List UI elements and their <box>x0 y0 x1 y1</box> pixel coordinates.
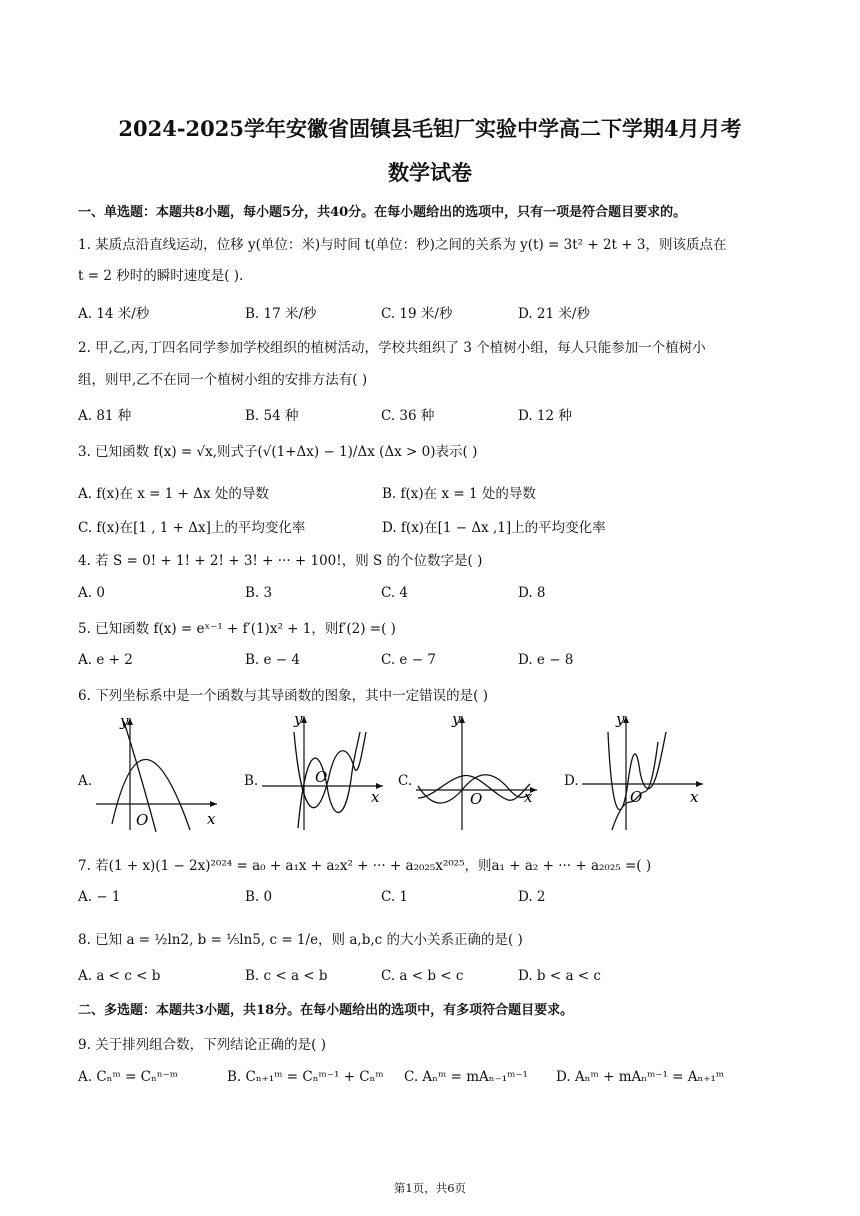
q6-d-y-label: y <box>616 710 625 728</box>
q6-label-b[interactable]: B. <box>244 773 259 789</box>
q6-label-c[interactable]: C. <box>398 773 413 789</box>
q4-option-d[interactable]: D. 8 <box>518 585 546 601</box>
q3-option-c[interactable]: C. f(x)在[1 , 1 + Δx]上的平均变化率 <box>78 520 306 536</box>
q1-option-d[interactable]: D. 21 米/秒 <box>518 306 590 322</box>
q8-option-c[interactable]: C. a < b < c <box>381 968 464 984</box>
q2-option-d[interactable]: D. 12 种 <box>518 408 572 424</box>
q3-option-a[interactable]: A. f(x)在 x = 1 + Δx 处的导数 <box>78 486 269 502</box>
q5-option-a[interactable]: A. e + 2 <box>78 652 133 668</box>
q8-options <box>78 968 790 988</box>
q5-option-c[interactable]: C. e − 7 <box>381 652 436 668</box>
q6-label-a[interactable]: A. <box>78 773 93 789</box>
q1-options <box>78 302 790 322</box>
q1-option-c[interactable]: C. 19 米/秒 <box>381 306 453 322</box>
q7-option-c[interactable]: C. 1 <box>381 889 409 905</box>
q5-option-d[interactable]: D. e − 8 <box>518 652 574 668</box>
q1-stem-line1: 1. 某质点沿直线运动，位移 y(单位：米)与时间 t(单位：秒)之间的关系为 y(t) = 3t² + 2t + 3，则该质点在 <box>78 237 727 253</box>
q4-option-a[interactable]: A. 0 <box>78 585 105 601</box>
q2-option-a[interactable]: A. 81 种 <box>78 408 132 424</box>
q6-d-origin: O <box>630 788 643 806</box>
q7-option-d[interactable]: D. 2 <box>518 889 546 905</box>
q5-options <box>78 652 790 672</box>
q2-stem-line1: 2. 甲,乙,丙,丁四名同学参加学校组织的植树活动，学校共组织了 3 个植树小组，每人只能参加一个植树小 <box>78 340 706 356</box>
q9-stem: 9. 关于排列组合数，下列结论正确的是( ) <box>78 1037 326 1053</box>
q3-stem: 3. 已知函数 f(x) = √x,则式子(√(1+Δx) − 1)/Δx (Δx > 0)表示( ) <box>78 444 478 460</box>
q4-options <box>78 585 790 605</box>
q5-stem: 5. 已知函数 f(x) = eˣ⁻¹ + f′(1)x² + 1，则f′(2) =( ) <box>78 621 396 637</box>
q6-c-y-label: y <box>452 710 461 728</box>
q6-b-y-label: y <box>294 710 303 728</box>
q6-graph-d <box>578 712 708 832</box>
q9-option-c[interactable]: C. Aₙᵐ = mAₙ₋₁ᵐ⁻¹ <box>404 1069 528 1085</box>
q6-a-origin: O <box>136 811 149 829</box>
q4-stem: 4. 若 S = 0! + 1! + 2! + 3! + ··· + 100!，则 S 的个位数字是( ) <box>78 553 483 569</box>
q3-options-row2 <box>78 516 790 536</box>
exam-title: 2024-2025学年安徽省固镇县毛钽厂实验中学高二下学期4月月考 <box>118 116 742 141</box>
q7-option-b[interactable]: B. 0 <box>245 889 273 905</box>
q6-c-x-label: x <box>524 788 533 806</box>
exam-subtitle: 数学试卷 <box>388 160 472 185</box>
q2-option-c[interactable]: C. 36 种 <box>381 408 435 424</box>
section-single-choice: 一、单选题：本题共8小题，每小题5分，共40分。在每小题给出的选项中，只有一项是符合题目要求的。 <box>78 205 687 220</box>
q3-option-b[interactable]: B. f(x)在 x = 1 处的导数 <box>382 486 536 502</box>
q6-a-y-label: y <box>120 712 129 730</box>
q6-a-x-label: x <box>207 810 216 828</box>
q6-graph-b <box>258 712 388 832</box>
q2-stem-line2: 组，则甲,乙不在同一个植树小组的安排方法有( ) <box>78 372 368 388</box>
q2-options <box>78 404 790 424</box>
section-multi-choice: 二、多选题：本题共3小题，共18分。在每小题给出的选项中，有多项符合题目要求。 <box>78 1003 574 1018</box>
q6-d-x-label: x <box>690 788 699 806</box>
q7-stem: 7. 若(1 + x)(1 − 2x)²⁰²⁴ = a₀ + a₁x + a₂x² + ··· + a₂₀₂₅x²⁰²⁵，则a₁ + a₂ + ··· + a₂₀₂₅ =( ) <box>78 858 652 874</box>
q9-options <box>78 1069 790 1089</box>
q8-option-d[interactable]: D. b < a < c <box>518 968 601 984</box>
q6-stem: 6. 下列坐标系中是一个函数与其导函数的图象，其中一定错误的是( ) <box>78 688 488 704</box>
q3-options-row1 <box>78 482 790 502</box>
q8-stem: 8. 已知 a = ½ln2, b = ⅕ln5, c = 1/e，则 a,b,c 的大小关系正确的是( ) <box>78 932 523 948</box>
q6-graph-c <box>412 712 542 832</box>
q6-b-x-label: x <box>371 788 380 806</box>
q1-stem-line2: t = 2 秒时的瞬时速度是( ). <box>78 268 244 284</box>
q5-option-b[interactable]: B. e − 4 <box>245 652 300 668</box>
q6-b-origin: O <box>315 768 328 786</box>
q6-graph-a <box>92 712 222 832</box>
q9-option-b[interactable]: B. Cₙ₊₁ᵐ = Cₙᵐ⁻¹ + Cₙᵐ <box>227 1069 384 1085</box>
q7-options <box>78 889 790 909</box>
q4-option-c[interactable]: C. 4 <box>381 585 409 601</box>
q8-option-a[interactable]: A. a < c < b <box>78 968 161 984</box>
page-footer: 第1页，共6页 <box>393 1181 467 1195</box>
q1-option-a[interactable]: A. 14 米/秒 <box>78 306 150 322</box>
q6-c-origin: O <box>470 790 483 808</box>
q9-option-d[interactable]: D. Aₙᵐ + mAₙᵐ⁻¹ = Aₙ₊₁ᵐ <box>556 1069 725 1085</box>
q4-option-b[interactable]: B. 3 <box>245 585 273 601</box>
q7-option-a[interactable]: A. − 1 <box>78 889 121 905</box>
q8-option-b[interactable]: B. c < a < b <box>245 968 328 984</box>
q6-label-d[interactable]: D. <box>564 773 579 789</box>
q3-option-d[interactable]: D. f(x)在[1 − Δx ,1]上的平均变化率 <box>382 520 606 536</box>
q1-option-b[interactable]: B. 17 米/秒 <box>245 306 317 322</box>
q9-option-a[interactable]: A. Cₙᵐ = Cₙⁿ⁻ᵐ <box>78 1069 179 1085</box>
q2-option-b[interactable]: B. 54 种 <box>245 408 299 424</box>
